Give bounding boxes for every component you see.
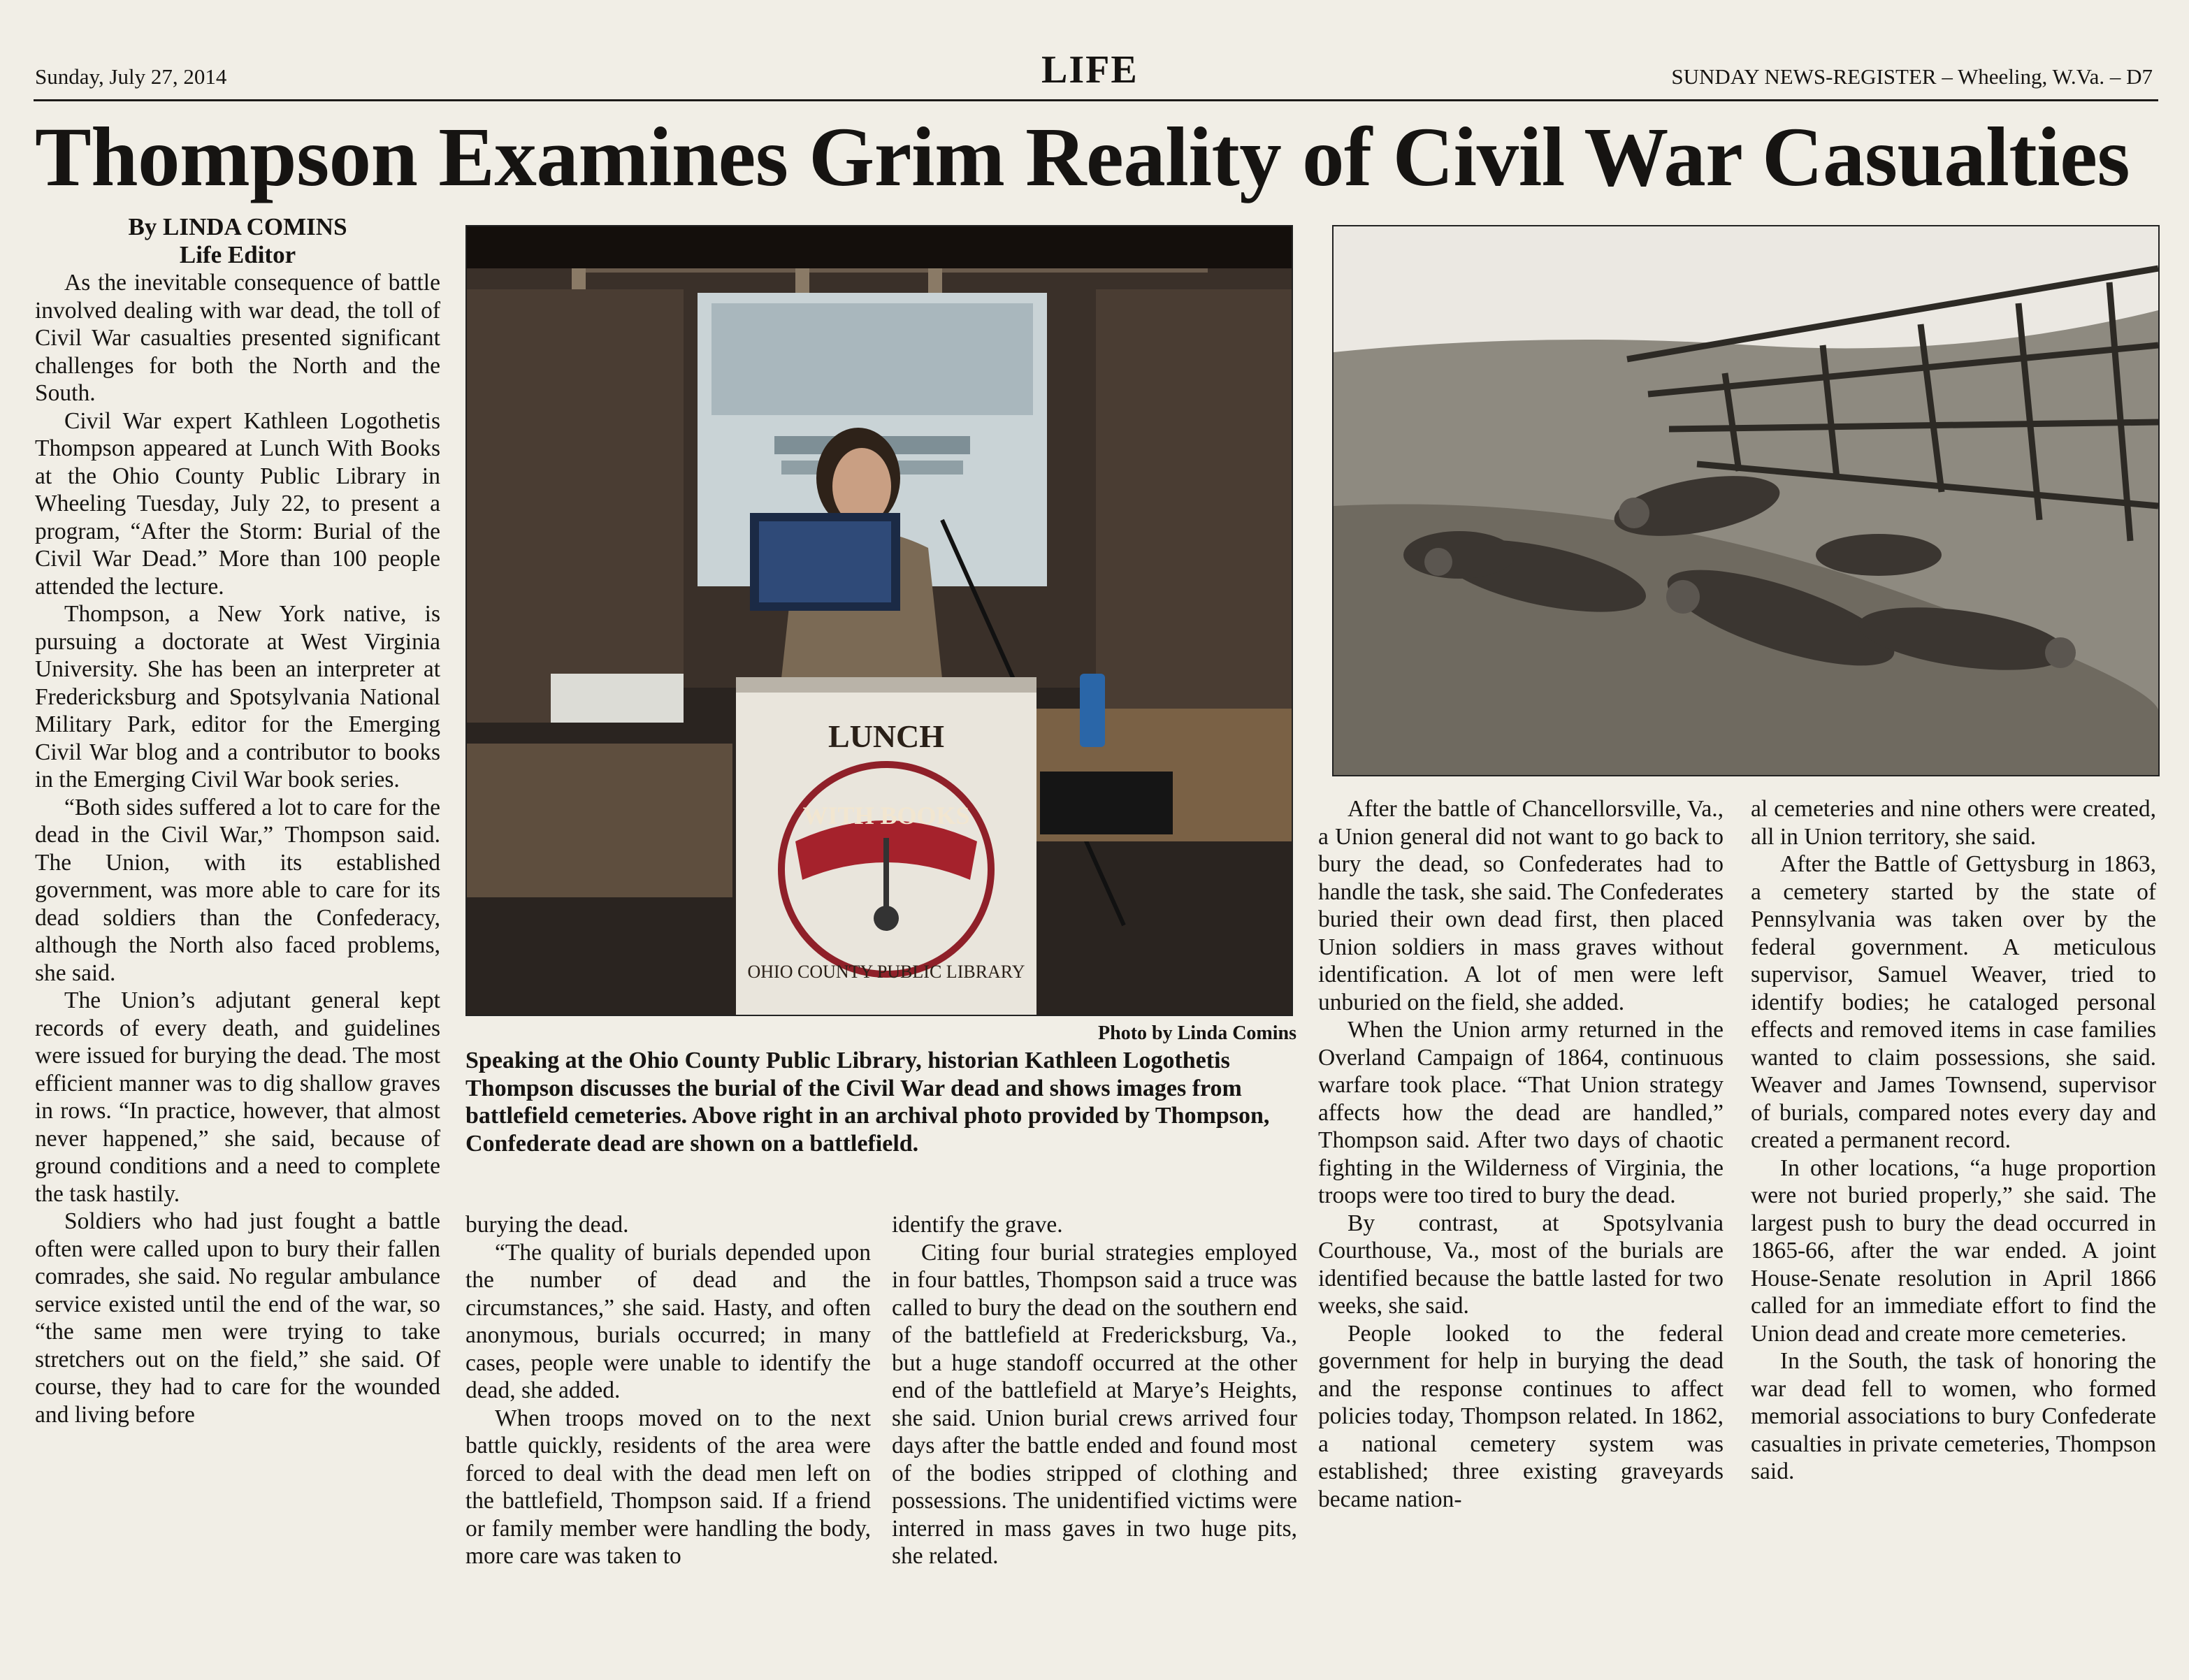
- paragraph: burying the dead.: [465, 1212, 629, 1238]
- column-2: [465, 1211, 871, 1570]
- paragraph: Thompson, a New York native, is pursuing a doctorate at West Virginia University. She has been an interpreter at Fredericksburg and Spotsylvania National Military Park, editor for the Emerging Civil War blog and a contributor to books in the Emerging Civil War book series.: [35, 601, 440, 792]
- lecture-photo-image: [467, 226, 1292, 1015]
- archival-battlefield-image: [1334, 226, 2158, 775]
- podium-sign-mid: WITH BOOKS: [802, 802, 970, 830]
- byline-author: By LINDA COMINS: [128, 213, 347, 240]
- paragraph: As the inevitable consequence of battle involved dealing with war dead, the toll of Civil War casualties presented significant challenges for both the North and the South.: [35, 270, 440, 406]
- paragraph: When the Union army returned in the Overland Campaign of 1864, continuous warfare took place. “That Union strategy affects how the dead are handled,” Thompson said. After two days of chaotic fighting in the Wilderness of Virginia, the troops were too tired to bury the dead.: [1318, 1017, 1724, 1208]
- column-1: [35, 269, 440, 1428]
- paragraph: “The quality of burials depended upon the number of dead and the circumstances,” she said. Hasty, and often anonymous, burials occurred; in many cases, people were unable to identify the dead, she added.: [465, 1239, 871, 1403]
- paragraph: By contrast, at Spotsylvania Courthouse, Va., most of the burials are identified because the battle lasted for two weeks, she said.: [1318, 1210, 1724, 1319]
- byline: [35, 213, 440, 269]
- paragraph: The Union’s adjutant general kept records of every death, and guidelines were issued for burying the dead. The most efficient manner was to dig shallow graves in rows. “In practice, however, that almost never happened,” she said, because of ground conditions and a need to complete the task hastily.: [35, 987, 440, 1207]
- podium-sign-top: LUNCH: [828, 718, 945, 754]
- column-4: [1318, 795, 1724, 1513]
- column-5: [1751, 795, 2156, 1486]
- headline: Thompson Examines Grim Reality of Civil War Casualties: [35, 110, 2130, 204]
- lecture-photo: [465, 225, 1293, 1016]
- paragraph: al cemeteries and nine others were created, all in Union territory, she said.: [1751, 796, 2156, 850]
- paragraph: After the battle of Chancellorsville, Va., a Union general did not want to go back to bury the dead, so Confederates had to handle the task, she said. The Confederates buried their own dead first, then placed Union soldiers in mass graves without identification. A lot of men were left unburied on the field, she added.: [1318, 796, 1724, 1015]
- issue-date: Sunday, July 27, 2014: [35, 64, 227, 89]
- paragraph: In the South, the task of honoring the war dead fell to women, who formed memorial associations to bury Confederate casualties in private cemeteries, Thompson said.: [1751, 1348, 2156, 1484]
- paragraph: Soldiers who had just fought a battle often were called upon to bury their fallen comrades, she said. No regular ambulance service existed until the end of the war, so “the same men were trying to take stretchers out on the field,” she said. Of course, they had to care for the wounded and living before: [35, 1208, 440, 1428]
- podium-sign-bottom: OHIO COUNTY PUBLIC LIBRARY: [747, 962, 1025, 982]
- archival-battlefield-photo: [1332, 225, 2160, 776]
- byline-title: Life Editor: [179, 241, 296, 268]
- photo-credit: Photo by Linda Comins: [1098, 1022, 1296, 1044]
- paragraph: After the Battle of Gettysburg in 1863, a cemetery started by the state of Pennsylvania was taken over by the federal government. A meticulous supervisor, Samuel Weaver, tried to identify bodies; he cataloged personal effects and removed items in case families wanted to claim possessions, she said. Weaver and James Townsend, supervisor of burials, compared notes every day and created a permanent record.: [1751, 851, 2156, 1153]
- paragraph: When troops moved on to the next battle quickly, residents of the area were forced to deal with the dead men left on the battlefield, Thompson said. If a friend or family member were handling the body, more care was taken to: [465, 1405, 871, 1569]
- section-name: LIFE: [1041, 48, 1139, 92]
- column-3: [892, 1211, 1297, 1570]
- header-rule: [34, 99, 2158, 101]
- paragraph: Citing four burial strategies employed in four battles, Thompson said a truce was called to bury the dead on the southern end of the battlefield at Fredericksburg, Va., but a huge standoff occurred at the other end of the battlefield at Marye’s Heights, she said. Union burial crews arrived four days after the battle ended and found most of the bodies stripped of clothing and possessions. The unidentified victims were interred in mass gaves in two huge pits, she related.: [892, 1239, 1297, 1569]
- photo-caption: Speaking at the Ohio County Public Library, historian Kathleen Logothetis Thompson discusses the burial of the Civil War dead and shows images from battlefield cemeteries. Above right in an archival photo provided by Thompson, Confederate dead are shown on a battlefield.: [465, 1048, 1270, 1157]
- paragraph: identify the grave.: [892, 1212, 1063, 1238]
- paragraph: In other locations, “a huge proportion were not buried properly,” she said. The largest push to bury the dead occurred in 1865-66, after the war ended. A joint House-Senate resolution in April 1866 called for an immediate effort to find the Union dead and create more cemeteries.: [1751, 1154, 2156, 1347]
- paper-folio: SUNDAY NEWS-REGISTER – Wheeling, W.Va. – D7: [1671, 64, 2153, 89]
- paragraph: People looked to the federal government for help in burying the dead and the response continues to affect policies today, Thompson related. In 1862, a national cemetery system was established; three existing graveyards became nation-: [1318, 1320, 1724, 1512]
- paragraph: Civil War expert Kathleen Logothetis Thompson appeared at Lunch With Books at the Ohio County Public Library in Wheeling Tuesday, July 22, to present a program, “After the Storm: Burial of the Civil War Dead.” More than 100 people attended the lecture.: [35, 407, 440, 600]
- paragraph: “Both sides suffered a lot to care for the dead in the Civil War,” Thompson said. The Union, with its established government, was more able to care for its dead soldiers than the Confederacy, although the North also faced problems, she said.: [35, 794, 440, 986]
